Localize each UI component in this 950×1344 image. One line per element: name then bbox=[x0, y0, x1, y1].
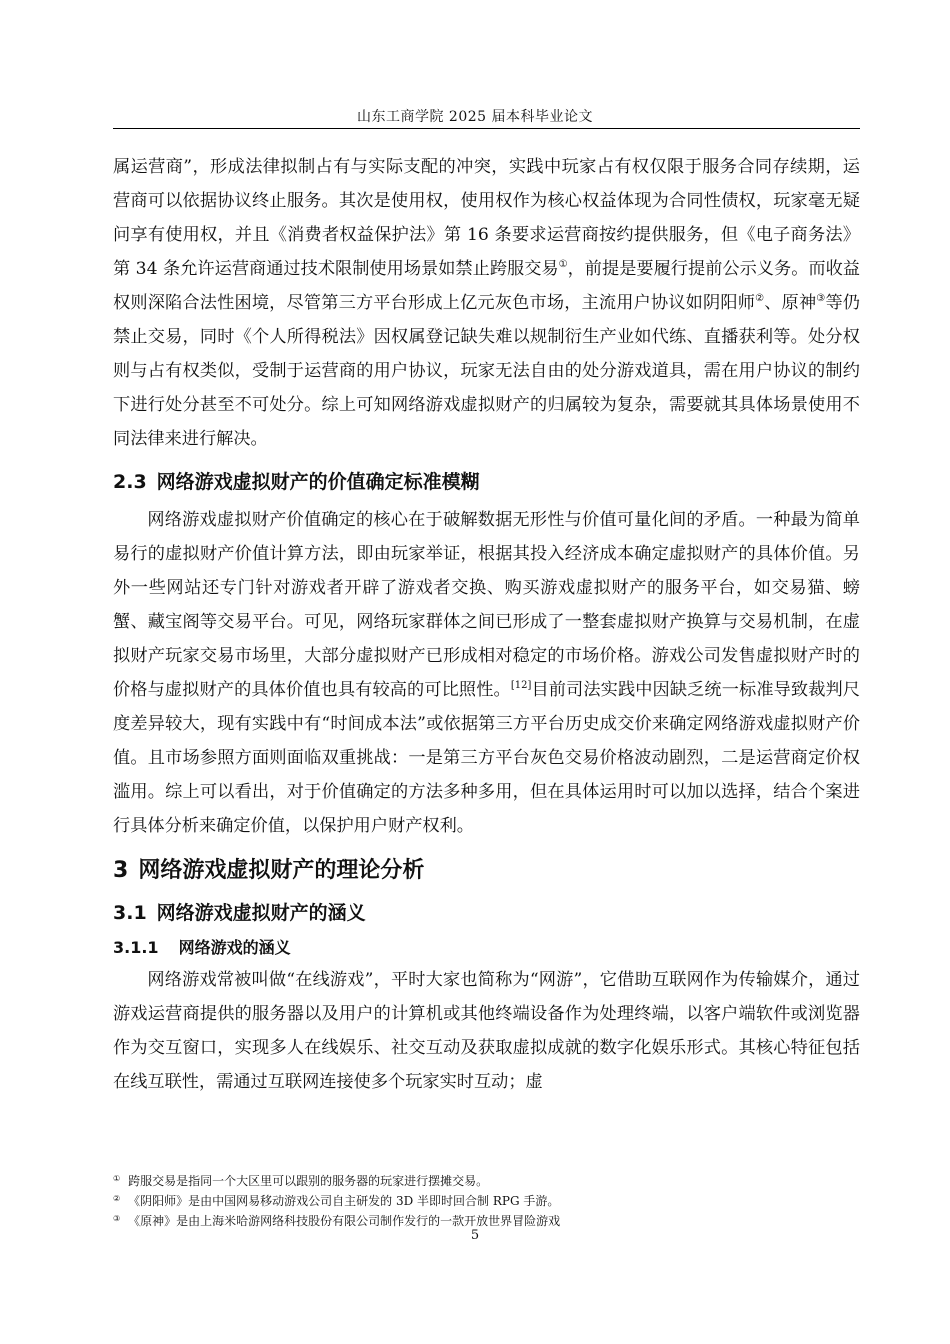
chapter-heading-3 bbox=[113, 855, 860, 887]
footnote-ref-1: ① bbox=[558, 259, 568, 270]
footnote-mark: ③ bbox=[113, 1214, 121, 1223]
section-number: 3.1 bbox=[113, 902, 147, 924]
paragraph-ownership-rights bbox=[113, 150, 860, 456]
page-body bbox=[113, 150, 860, 1099]
paragraph-text: 等仍禁止交易，同时《个人所得税法》因权属登记缺失难以规制衍生产业如代练、直播获利等。处分权则与占有权类似，受制于运营商的用户协议，玩家无法自由的处分游戏道具，需在用户协议的制约下进行处分甚至不可处分。综上可知网络游戏虚拟财产的归属较为复杂，需要就其具体场景使用不同法律来进行解决。 bbox=[113, 293, 860, 449]
running-header: 山东工商学院 2025 届本科毕业论文 bbox=[356, 109, 594, 125]
paragraph-text: 、原神 bbox=[764, 293, 817, 313]
paragraph-text: ，前提是要履行提前公示义务。而收益权则深陷合法性困境，尽管第三方平台形成上亿元灰色市场，主流用户协议如阴阳师 bbox=[113, 259, 860, 313]
footnote-text: 《原神》是由上海米哈游网络科技股份有限公司制作发行的一款开放世界冒险游戏 bbox=[128, 1214, 561, 1228]
header-rule bbox=[113, 128, 860, 129]
section-title: 网络游戏虚拟财产的理论分析 bbox=[138, 858, 425, 883]
footnote-text: 跨服交易是指同一个大区里可以跟别的服务器的玩家进行摆摊交易。 bbox=[128, 1174, 489, 1188]
subsection-heading-3-1-1 bbox=[113, 935, 860, 961]
footnote-1 bbox=[113, 1170, 860, 1190]
footnote-ref-3: ③ bbox=[816, 293, 826, 304]
paragraph-text: 目前司法实践中因缺乏统一标准导致裁判尺度差异较大，现有实践中有“时间成本法”或依据第三方平台历史成交价来确定网络游戏虚拟财产价值。且市场参照方面则面临双重挑战：一是第三方平台灰色交易价格波动剧烈，二是运营商定价权滥用。综上可以看出，对于价值确定的方法多种多用，但在具体运用时可以加以选择，结合个案进行具体分析来确定价值，以保护用户财产权利。 bbox=[113, 680, 860, 836]
footnote-2 bbox=[113, 1190, 860, 1210]
section-number: 3 bbox=[113, 858, 129, 883]
citation-12: [12] bbox=[510, 680, 532, 691]
footnote-3 bbox=[113, 1210, 860, 1230]
paragraph-online-game-definition bbox=[113, 963, 860, 1099]
paragraph-text: 网络游戏虚拟财产价值确定的核心在于破解数据无形性与价值可量化间的矛盾。一种最为简单易行的虚拟财产价值计算方法，即由玩家举证，根据其投入经济成本确定虚拟财产的具体价值。另外一些网站还专门针对游戏者开辟了游戏者交换、购买游戏虚拟财产的服务平台，如交易猫、螃蟹、藏宝阁等交易平台。可见，网络玩家群体之间已形成了一整套虚拟财产换算与交易机制，在虚拟财产玩家交易市场里，大部分虚拟财产已形成相对稳定的市场价格。游戏公司发售虚拟财产时的价格与虚拟财产的具体价值也具有较高的可比照性。 bbox=[113, 510, 860, 700]
section-number: 2.3 bbox=[113, 471, 147, 493]
section-title: 网络游戏的涵义 bbox=[178, 938, 291, 957]
footnotes bbox=[113, 1170, 860, 1230]
footnote-mark: ② bbox=[113, 1194, 121, 1203]
section-heading-3-1 bbox=[113, 899, 860, 927]
section-title: 网络游戏虚拟财产的价值确定标准模糊 bbox=[156, 471, 480, 493]
section-number: 3.1.1 bbox=[113, 938, 159, 957]
paragraph-text: 网络游戏常被叫做“在线游戏”，平时大家也简称为“网游”，它借助互联网作为传输媒介，通过游戏运营商提供的服务器以及用户的计算机或其他终端设备作为处理终端，以客户端软件或浏览器作为交互窗口，实现多人在线娱乐、社交互动及获取虚拟成就的数字化娱乐形式。其核心特征包括在线互联性，需通过互联网连接使多个玩家实时互动；虚 bbox=[113, 970, 860, 1092]
paragraph-text: 属运营商”，形成法律拟制占有与实际支配的冲突，实践中玩家占有权仅限于服务合同存续期，运营商可以依据协议终止服务。其次是使用权，使用权作为核心权益体现为合同性债权，玩家毫无疑问享有使用权，并且《消费者权益保护法》第 16 条要求运营商按约提供服务，但《电子商务法》第 34 条允许运营商通过技术限制使用场景如禁止跨服交易 bbox=[113, 157, 860, 279]
section-heading-2-3 bbox=[113, 468, 860, 496]
page-number: 5 bbox=[470, 1228, 480, 1243]
paragraph-value-determination bbox=[113, 503, 860, 843]
footnote-text: 《阴阳师》是由中国网易移动游戏公司自主研发的 3D 半即时回合制 RPG 手游。 bbox=[128, 1194, 560, 1208]
section-title: 网络游戏虚拟财产的涵义 bbox=[156, 902, 366, 924]
footnote-ref-2: ② bbox=[755, 293, 765, 304]
footnote-mark: ① bbox=[113, 1174, 121, 1183]
